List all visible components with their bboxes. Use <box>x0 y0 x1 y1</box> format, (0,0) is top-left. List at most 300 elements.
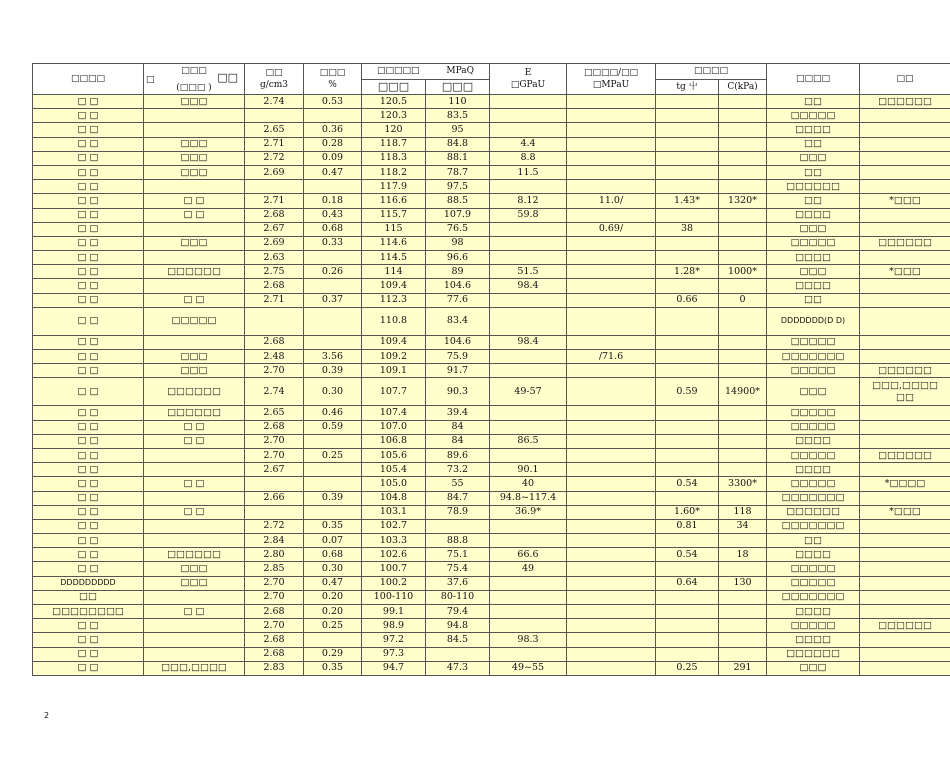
table-row <box>33 491 950 505</box>
cell-tensile <box>567 477 656 491</box>
cell-note: *□□□ <box>860 265 950 279</box>
cell-tensile <box>567 293 656 307</box>
cell-col2: □ □ <box>144 505 245 519</box>
cell-note <box>860 406 950 420</box>
cell-note <box>860 222 950 236</box>
rock-properties-table <box>32 63 950 676</box>
cell-note <box>860 251 950 265</box>
cell-tg: 1.60* <box>656 505 719 519</box>
cell-cohesion: 18 <box>719 548 767 562</box>
cell-col11: □□□□□ <box>767 619 860 633</box>
cell-strength-1: 118.7 <box>362 137 426 151</box>
cell-cohesion: 291 <box>719 661 767 675</box>
cell-strength-2: 95 <box>426 123 490 137</box>
cell-cohesion <box>719 590 767 604</box>
cell-percent <box>304 180 362 194</box>
cell-strength-2: 84 <box>426 434 490 448</box>
cell-cohesion <box>719 307 767 335</box>
cell-col11: □□ <box>767 534 860 548</box>
header-tg: tg 屮 <box>656 79 719 95</box>
cell-name: □ □ <box>33 619 144 633</box>
table-row <box>33 194 950 208</box>
header-col11: □□□□ <box>767 64 860 95</box>
cell-modulus <box>490 180 567 194</box>
cell-density: 2.68 <box>245 605 304 619</box>
cell-name: □ □ <box>33 519 144 533</box>
table-header <box>33 64 950 95</box>
cell-modulus: 98.4 <box>490 335 567 349</box>
cell-strength-2: 77.6 <box>426 293 490 307</box>
cell-tg <box>656 95 719 109</box>
cell-note <box>860 208 950 222</box>
cell-strength-2: 97.5 <box>426 180 490 194</box>
cell-tg <box>656 109 719 123</box>
cell-strength-2: 88.8 <box>426 534 490 548</box>
cell-modulus <box>490 236 567 250</box>
cell-modulus <box>490 576 567 590</box>
header-cohesion: C(kPa) <box>719 79 767 95</box>
cell-tensile <box>567 562 656 576</box>
cell-modulus <box>490 605 567 619</box>
cell-col2: □□□ <box>144 350 245 364</box>
cell-name: □□□□□□□□ <box>33 605 144 619</box>
cell-percent <box>304 434 362 448</box>
cell-density: 2.68 <box>245 633 304 647</box>
cell-strength-1: 94.7 <box>362 661 426 675</box>
cell-cohesion <box>719 208 767 222</box>
cell-strength-1: 107.0 <box>362 420 426 434</box>
cell-density: 2.68 <box>245 335 304 349</box>
cell-density: 2.72 <box>245 151 304 165</box>
cell-cohesion: 0 <box>719 293 767 307</box>
cell-percent: 0.25 <box>304 619 362 633</box>
cell-cohesion: 130 <box>719 576 767 590</box>
cell-tg <box>656 364 719 378</box>
cell-modulus <box>490 307 567 335</box>
cell-name: □ □ <box>33 236 144 250</box>
header-percent-unit: % <box>328 80 337 90</box>
table-row <box>33 434 950 448</box>
cell-strength-2: 104.6 <box>426 279 490 293</box>
cell-note <box>860 151 950 165</box>
cell-name: □ □ <box>33 123 144 137</box>
cell-density: 2.83 <box>245 661 304 675</box>
cell-density: 2.75 <box>245 265 304 279</box>
table-row <box>33 590 950 604</box>
cell-note: □□□□□□ <box>860 619 950 633</box>
table-row <box>33 293 950 307</box>
cell-note <box>860 335 950 349</box>
cell-col11: □□□□□□ <box>767 180 860 194</box>
cell-name: □ □ <box>33 180 144 194</box>
cell-col2 <box>144 463 245 477</box>
cell-note <box>860 165 950 179</box>
cell-name: □ □ <box>33 109 144 123</box>
table-row <box>33 505 950 519</box>
cell-percent: 0.68 <box>304 548 362 562</box>
cell-name: □ □ <box>33 222 144 236</box>
cell-col2 <box>144 180 245 194</box>
cell-col2 <box>144 109 245 123</box>
cell-col2 <box>144 491 245 505</box>
cell-note <box>860 633 950 647</box>
cell-density: 2.70 <box>245 448 304 462</box>
cell-strength-1: 100.7 <box>362 562 426 576</box>
cell-strength-1: 105.0 <box>362 477 426 491</box>
table-row <box>33 109 950 123</box>
cell-col2: □□□□□□ <box>144 548 245 562</box>
cell-col11: □□□□□□□ <box>767 491 860 505</box>
cell-modulus: 49 <box>490 562 567 576</box>
cell-col2: □□□□□□ <box>144 406 245 420</box>
cell-col2: □ □ <box>144 194 245 208</box>
cell-tensile <box>567 434 656 448</box>
cell-modulus: 51.5 <box>490 265 567 279</box>
cell-name: □ □ <box>33 434 144 448</box>
table-row <box>33 208 950 222</box>
cell-tensile <box>567 95 656 109</box>
header-strength-sub1: □□□ <box>362 79 426 95</box>
cell-strength-2: 75.4 <box>426 562 490 576</box>
cell-density: 2.68 <box>245 279 304 293</box>
cell-col11: □□□□ <box>767 434 860 448</box>
cell-name: □ □ <box>33 534 144 548</box>
cell-note: □□□,□□□□ □□ <box>860 378 950 406</box>
cell-col2 <box>144 619 245 633</box>
cell-tg <box>656 151 719 165</box>
header-density <box>245 64 304 95</box>
table-row <box>33 519 950 533</box>
cell-tensile <box>567 590 656 604</box>
cell-strength-2: 94.8 <box>426 619 490 633</box>
cell-col2: □ □ <box>144 605 245 619</box>
cell-tensile <box>567 633 656 647</box>
cell-col2: □□□ <box>144 364 245 378</box>
cell-cohesion <box>719 619 767 633</box>
cell-tensile <box>567 123 656 137</box>
cell-note <box>860 434 950 448</box>
table-row <box>33 307 950 335</box>
cell-strength-2: 76.5 <box>426 222 490 236</box>
cell-strength-2: 89.6 <box>426 448 490 462</box>
cell-col11: □□ <box>767 165 860 179</box>
cell-tensile <box>567 576 656 590</box>
cell-strength-2: 84.8 <box>426 137 490 151</box>
cell-col2 <box>144 534 245 548</box>
cell-tensile: /71.6 <box>567 350 656 364</box>
cell-modulus: 40 <box>490 477 567 491</box>
cell-strength-1: 109.4 <box>362 279 426 293</box>
header-density-top: □□ <box>265 68 283 78</box>
cell-note: *□□□□ <box>860 477 950 491</box>
cell-strength-1: 120.5 <box>362 95 426 109</box>
cell-density <box>245 505 304 519</box>
cell-name: DDDDDDDDD <box>33 576 144 590</box>
cell-tg: 0.54 <box>656 548 719 562</box>
cell-modulus: 98.3 <box>490 633 567 647</box>
table-row <box>33 647 950 661</box>
cell-percent: 0.30 <box>304 378 362 406</box>
cell-tensile <box>567 180 656 194</box>
header-col2-left: □ <box>146 75 155 85</box>
cell-note <box>860 605 950 619</box>
cell-percent <box>304 463 362 477</box>
cell-tg: 38 <box>656 222 719 236</box>
cell-name: □ □ <box>33 647 144 661</box>
cell-modulus: 4.4 <box>490 137 567 151</box>
cell-cohesion <box>719 605 767 619</box>
cell-modulus <box>490 406 567 420</box>
cell-tg: 0.25 <box>656 661 719 675</box>
cell-density: 2.74 <box>245 378 304 406</box>
cell-col11: □□□ <box>767 151 860 165</box>
cell-name: □ □ <box>33 378 144 406</box>
cell-strength-2: 83.5 <box>426 109 490 123</box>
cell-cohesion: 14900* <box>719 378 767 406</box>
cell-density: 2.68 <box>245 647 304 661</box>
cell-col11: □□□□ <box>767 548 860 562</box>
cell-percent: 0.35 <box>304 661 362 675</box>
cell-strength-1: 105.6 <box>362 448 426 462</box>
header-strength-label: □□□□□ <box>376 66 420 77</box>
cell-strength-2: 98 <box>426 236 490 250</box>
cell-strength-1: 114.5 <box>362 251 426 265</box>
cell-col11: □□□□□ <box>767 576 860 590</box>
cell-cohesion <box>719 137 767 151</box>
cell-percent <box>304 335 362 349</box>
header-density-unit: g/cm3 <box>259 80 289 90</box>
cell-strength-2: 79.4 <box>426 605 490 619</box>
table-row <box>33 534 950 548</box>
cell-cohesion <box>719 364 767 378</box>
cell-note: *□□□ <box>860 194 950 208</box>
cell-col2: □□□□□ <box>144 307 245 335</box>
cell-name: □ □ <box>33 477 144 491</box>
cell-strength-1: 105.4 <box>362 463 426 477</box>
cell-cohesion <box>719 222 767 236</box>
cell-note <box>860 463 950 477</box>
cell-strength-1: 104.8 <box>362 491 426 505</box>
cell-name: □ □ <box>33 194 144 208</box>
cell-name: □ □ <box>33 307 144 335</box>
cell-col2 <box>144 222 245 236</box>
cell-percent: 0.07 <box>304 534 362 548</box>
cell-density: 2.63 <box>245 251 304 265</box>
cell-density: 2.67 <box>245 463 304 477</box>
cell-cohesion <box>719 491 767 505</box>
cell-col11: □□□□ <box>767 251 860 265</box>
cell-strength-1: 118.2 <box>362 165 426 179</box>
cell-percent <box>304 633 362 647</box>
cell-note <box>860 519 950 533</box>
cell-percent: 0.20 <box>304 590 362 604</box>
cell-percent: 0.29 <box>304 647 362 661</box>
cell-density: 2.65 <box>245 406 304 420</box>
table-row <box>33 661 950 675</box>
cell-col2 <box>144 590 245 604</box>
cell-tensile: 0.69/ <box>567 222 656 236</box>
cell-strength-1: 98.9 <box>362 619 426 633</box>
cell-col2 <box>144 123 245 137</box>
cell-strength-1: 120 <box>362 123 426 137</box>
cell-density: 2.72 <box>245 519 304 533</box>
cell-strength-1: 109.1 <box>362 364 426 378</box>
cell-col11: □□□□ <box>767 279 860 293</box>
cell-name: □ □ <box>33 505 144 519</box>
cell-note <box>860 647 950 661</box>
cell-col2 <box>144 519 245 533</box>
cell-name: □ □ <box>33 420 144 434</box>
cell-strength-1: 97.2 <box>362 633 426 647</box>
cell-cohesion <box>719 236 767 250</box>
cell-cohesion <box>719 350 767 364</box>
cell-name: □ □ <box>33 463 144 477</box>
cell-strength-2: 73.2 <box>426 463 490 477</box>
cell-tensile <box>567 505 656 519</box>
table-row <box>33 562 950 576</box>
cell-modulus: 86.5 <box>490 434 567 448</box>
cell-strength-2: 37.6 <box>426 576 490 590</box>
cell-cohesion <box>719 534 767 548</box>
cell-strength-2: 110 <box>426 95 490 109</box>
header-tensile <box>567 64 656 95</box>
cell-strength-1: 117.9 <box>362 180 426 194</box>
cell-modulus: 8.8 <box>490 151 567 165</box>
cell-tensile <box>567 619 656 633</box>
cell-name: □□ <box>33 590 144 604</box>
cell-density: 2.66 <box>245 491 304 505</box>
cell-modulus: 36.9* <box>490 505 567 519</box>
cell-percent: 0.39 <box>304 491 362 505</box>
cell-tensile <box>567 109 656 123</box>
cell-note <box>860 180 950 194</box>
cell-tg <box>656 123 719 137</box>
cell-name: □ □ <box>33 562 144 576</box>
cell-density: 2.71 <box>245 194 304 208</box>
cell-percent: 0.36 <box>304 123 362 137</box>
cell-col11: □□□ <box>767 222 860 236</box>
cell-strength-1: 110.8 <box>362 307 426 335</box>
cell-strength-2: 75.1 <box>426 548 490 562</box>
cell-col11: □□□□ <box>767 208 860 222</box>
table-row <box>33 364 950 378</box>
cell-tg <box>656 434 719 448</box>
cell-note <box>860 661 950 675</box>
table-row <box>33 180 950 194</box>
table-row <box>33 279 950 293</box>
cell-note <box>860 534 950 548</box>
cell-percent <box>304 307 362 335</box>
cell-density: 2.69 <box>245 165 304 179</box>
cell-name: □ □ <box>33 293 144 307</box>
header-strength <box>362 64 490 80</box>
cell-tensile <box>567 491 656 505</box>
cell-strength-2: 84.7 <box>426 491 490 505</box>
cell-col11: □□□□□ <box>767 236 860 250</box>
cell-strength-2: 89 <box>426 265 490 279</box>
cell-percent: 0.37 <box>304 293 362 307</box>
cell-tg: 1.28* <box>656 265 719 279</box>
cell-tg <box>656 180 719 194</box>
cell-strength-1: 106.8 <box>362 434 426 448</box>
cell-col11: DDDDDDD(D D) <box>767 307 860 335</box>
table-row <box>33 378 950 406</box>
cell-cohesion <box>719 151 767 165</box>
cell-tensile <box>567 406 656 420</box>
table-row <box>33 222 950 236</box>
cell-cohesion: 1320* <box>719 194 767 208</box>
cell-strength-1: 102.7 <box>362 519 426 533</box>
cell-density: 2.68 <box>245 208 304 222</box>
cell-modulus: 8.12 <box>490 194 567 208</box>
cell-strength-2: 90.3 <box>426 378 490 406</box>
cell-modulus <box>490 293 567 307</box>
cell-tensile <box>567 661 656 675</box>
cell-tg <box>656 406 719 420</box>
cell-strength-1: 114 <box>362 265 426 279</box>
header-tensile-unit: □MPaU <box>592 80 630 90</box>
header-strength-sub2: □□□ <box>426 79 490 95</box>
cell-modulus <box>490 590 567 604</box>
cell-name: □ □ <box>33 265 144 279</box>
cell-tg <box>656 279 719 293</box>
cell-col11: □□□□□ <box>767 477 860 491</box>
cell-tensile <box>567 378 656 406</box>
cell-modulus: 94.8~117.4 <box>490 491 567 505</box>
cell-strength-2: 78.9 <box>426 505 490 519</box>
table-row <box>33 95 950 109</box>
table-row <box>33 137 950 151</box>
cell-col2 <box>144 633 245 647</box>
cell-modulus: 66.6 <box>490 548 567 562</box>
cell-percent: 0.46 <box>304 406 362 420</box>
cell-percent: 0.09 <box>304 151 362 165</box>
header-name: □□□□ <box>33 64 144 95</box>
header-tensile-top: □□□□/□□ <box>583 68 639 78</box>
cell-tg <box>656 420 719 434</box>
cell-strength-2: 84 <box>426 420 490 434</box>
cell-tg <box>656 491 719 505</box>
cell-cohesion <box>719 251 767 265</box>
cell-strength-2: 84.5 <box>426 633 490 647</box>
cell-col2: □ □ <box>144 477 245 491</box>
cell-cohesion <box>719 434 767 448</box>
cell-modulus: 11.5 <box>490 165 567 179</box>
cell-density: 2.84 <box>245 534 304 548</box>
header-percent-top: □□□ <box>319 68 346 78</box>
cell-col2: □ □ <box>144 293 245 307</box>
cell-cohesion <box>719 633 767 647</box>
cell-strength-1: 107.7 <box>362 378 426 406</box>
cell-note <box>860 293 950 307</box>
cell-col2: □□□ <box>144 165 245 179</box>
cell-col11: □□□□□ <box>767 448 860 462</box>
cell-name: □ □ <box>33 208 144 222</box>
cell-name: □ □ <box>33 165 144 179</box>
cell-strength-2: 55 <box>426 477 490 491</box>
cell-percent: 0.43 <box>304 208 362 222</box>
cell-cohesion <box>719 180 767 194</box>
cell-strength-1: 109.4 <box>362 335 426 349</box>
cell-percent <box>304 109 362 123</box>
cell-strength-1: 118.3 <box>362 151 426 165</box>
cell-strength-2: 47.3 <box>426 661 490 675</box>
cell-note <box>860 420 950 434</box>
cell-modulus <box>490 222 567 236</box>
cell-percent <box>304 279 362 293</box>
cell-tg <box>656 307 719 335</box>
cell-tensile <box>567 364 656 378</box>
